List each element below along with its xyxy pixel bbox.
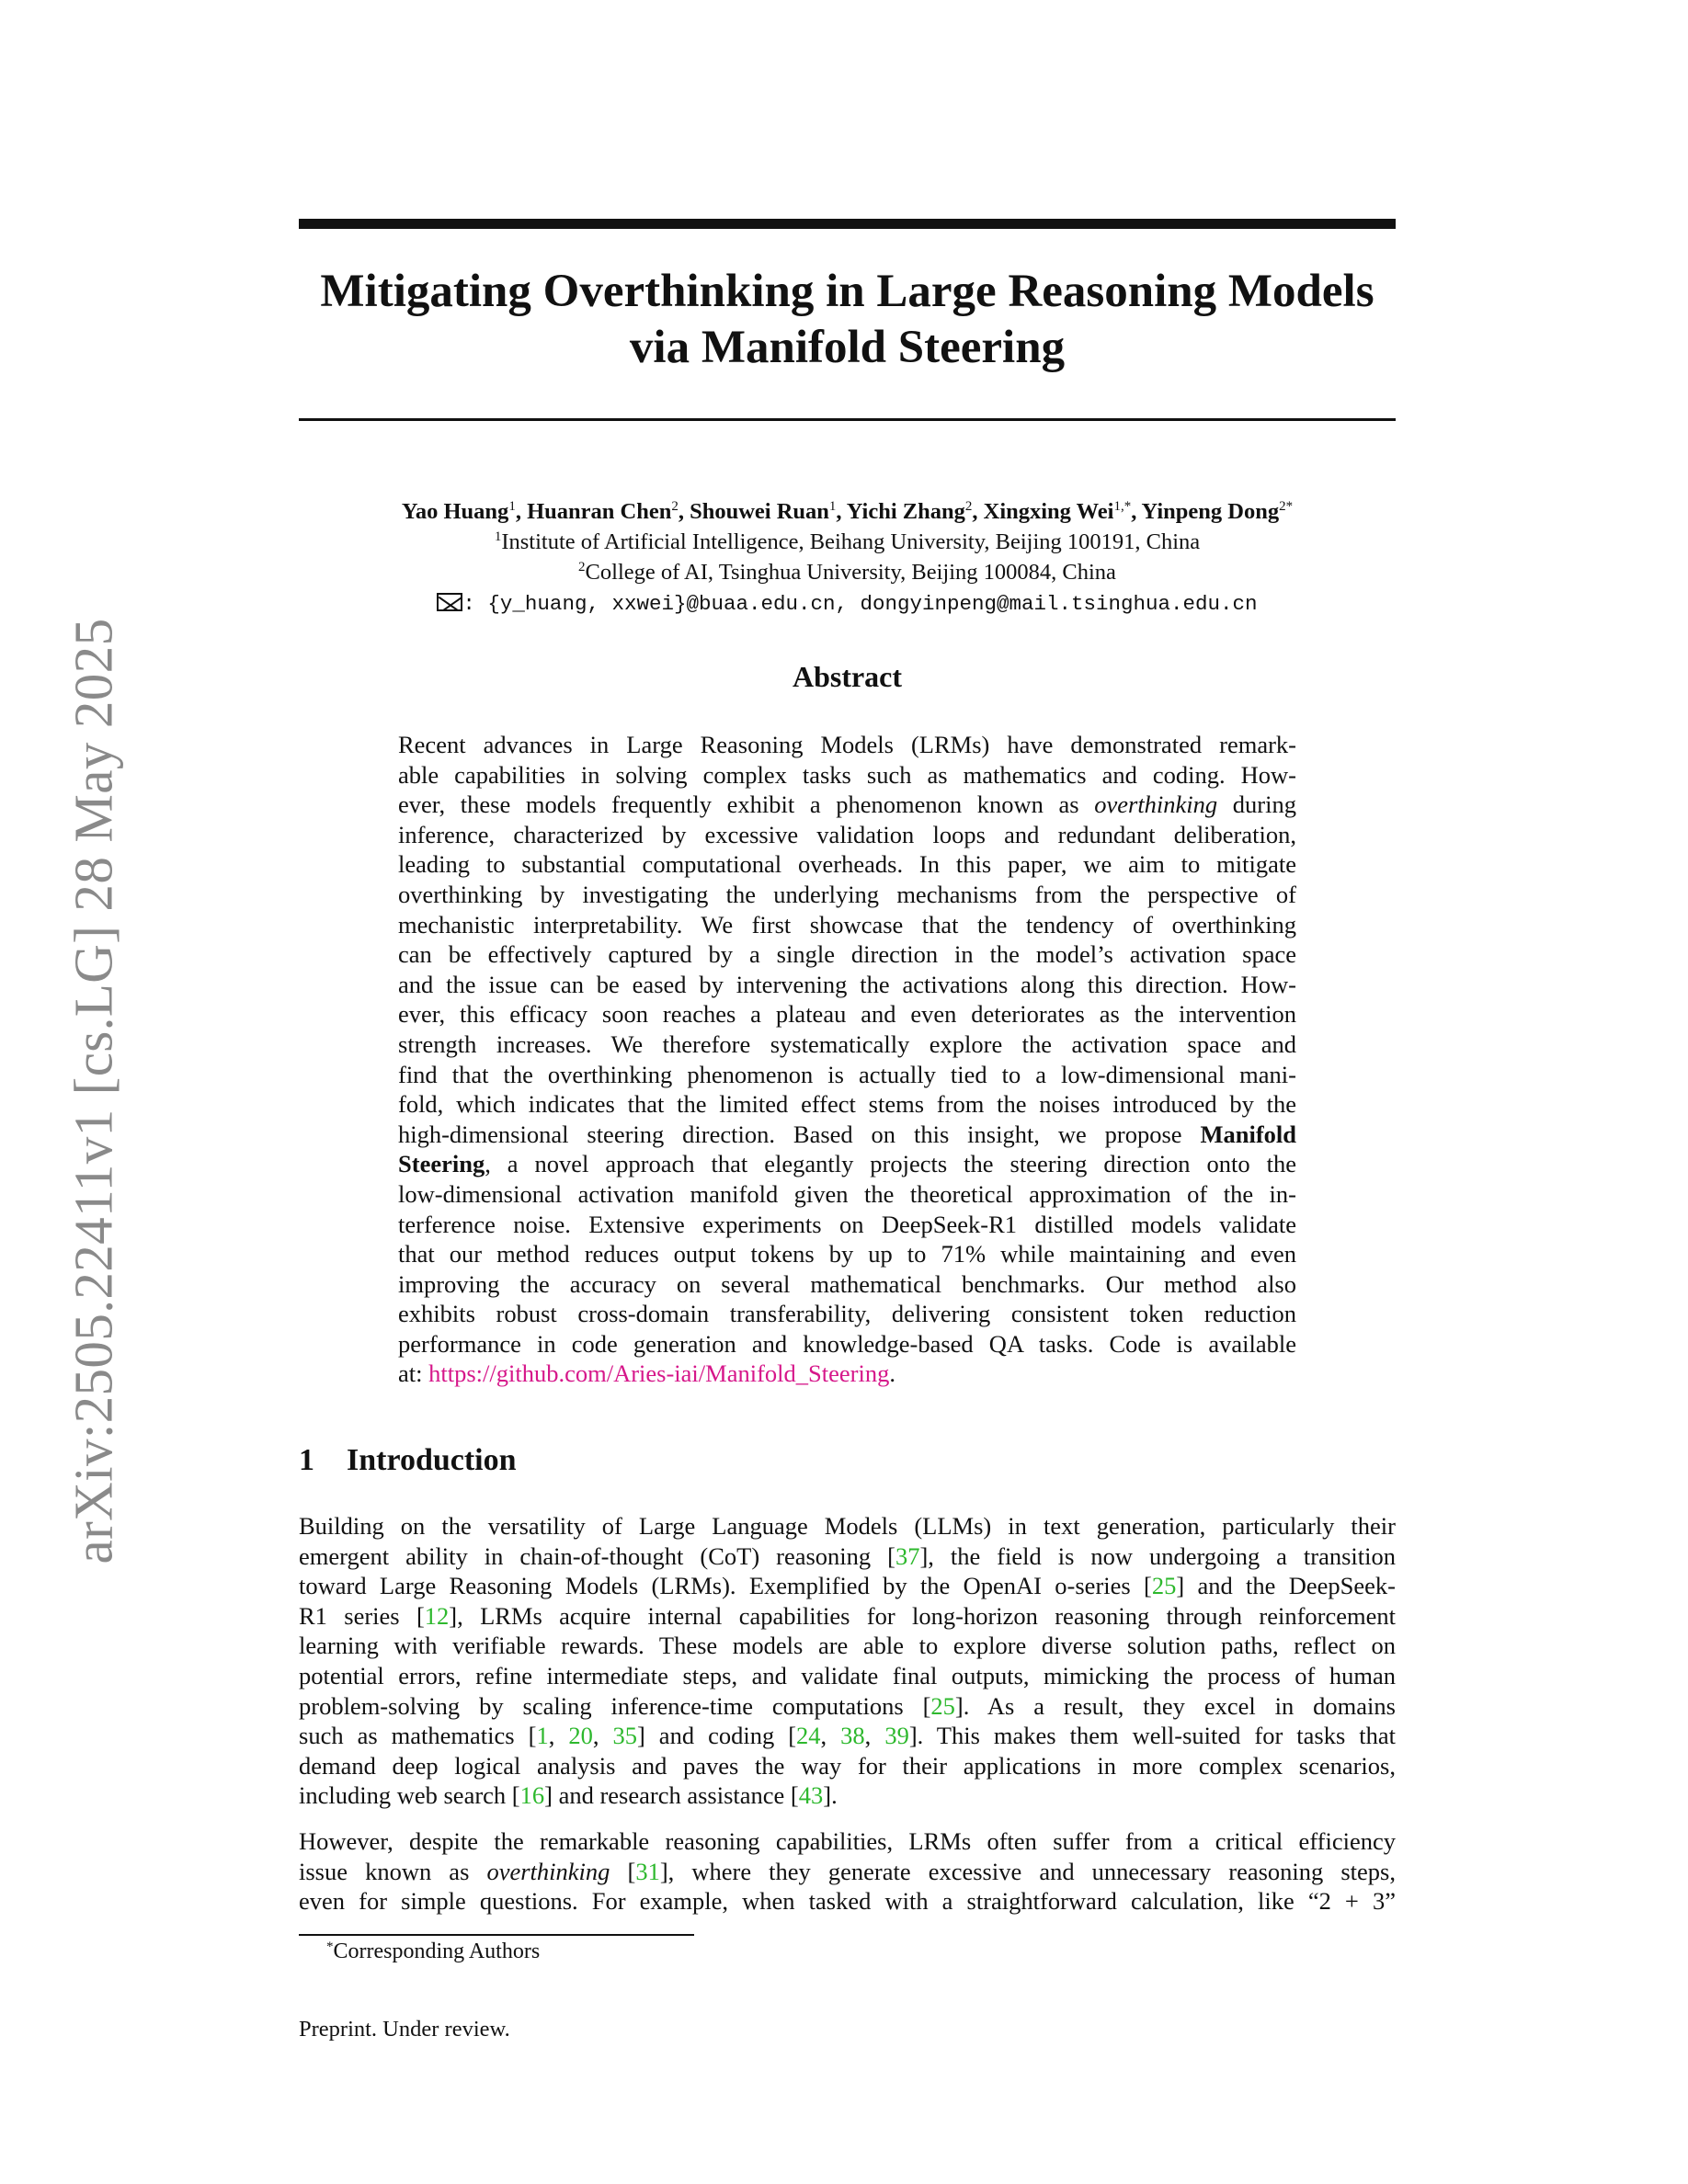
citation-link[interactable]: 16 [519,1781,545,1810]
citation-link[interactable]: 25 [930,1691,955,1720]
citation-link[interactable]: 25 [1151,1572,1177,1600]
paragraph-line: problem-solving by scaling inference-time computations [25]. As a result, they excel in domains [299,1691,1396,1720]
abstract-line: strength increases. We therefore systematically explore the activation space and [398,1029,1296,1058]
paragraph-line: However, despite the remarkable reasoning capabilities, LRMs often suffer from a critical efficiency [299,1827,1396,1855]
author-affiliation-marker: 2* [1279,499,1294,514]
author-separator: , [836,499,847,524]
author-name: Xingxing Wei [983,499,1114,524]
section-number: 1 [299,1443,314,1477]
email-addresses[interactable]: : {y_huang, xxwei}@buaa.edu.cn, dongyinpeng@mail.tsinghua.edu.cn [462,592,1258,616]
abstract-heading: Abstract [792,660,903,693]
abstract-line: low-dimensional activation manifold given the theoretical approximation of the in- [398,1179,1296,1208]
author-affiliation-marker: 2 [964,499,973,514]
abstract-body [398,730,1296,1389]
author-separator: , [972,499,984,524]
paragraph-line: including web search [16] and research assistance [43]. [299,1781,838,1810]
citation-link[interactable]: 37 [895,1541,920,1570]
citation-link[interactable]: 1 [536,1722,549,1750]
affiliation-1 [299,527,1396,557]
intro-paragraph-1 [299,1511,1396,1811]
title-bottom-rule [299,418,1396,421]
author-name: Shouwei Ruan [690,499,829,524]
abstract-line: fold, which indicates that the limited effect stems from the noises introduced by the [398,1090,1296,1119]
paper-title [299,264,1396,376]
paragraph-line: learning with verifiable rewards. These models are able to explore diverse solution paths, reflect on [299,1632,1396,1660]
abstract-line: inference, characterized by excessive validation loops and redundant deliberation, [398,820,1296,848]
author-list [299,496,1396,527]
footer-note: Preprint. Under review. [299,2017,510,2042]
affiliation-marker: 1 [494,529,502,544]
author-name: Yinpeng Dong [1141,499,1280,524]
citation-link[interactable]: 20 [568,1722,593,1750]
section-heading [299,1443,517,1478]
abstract-line: leading to substantial computational overheads. In this paper, we aim to mitigate [398,850,1296,879]
abstract-line: Recent advances in Large Reasoning Models (LRMs) have demonstrated remark- [398,731,1296,758]
title-line: via Manifold Steering [629,322,1066,373]
footnote [326,1939,540,1964]
paragraph-line: R1 series [12], LRMs acquire internal capabilities for long-horizon reasoning through reinforcement [299,1601,1396,1630]
intro-paragraph-2 [299,1826,1396,1917]
citation-link[interactable]: 38 [840,1722,865,1750]
author-separator: , [678,499,690,524]
citation-link[interactable]: 43 [798,1781,824,1810]
paragraph-line: Building on the versatility of Large Language Models (LLMs) in text generation, particularly their [299,1512,1396,1540]
author-separator: , [1131,499,1142,524]
abstract-line: performance in code generation and knowledge-based QA tasks. Code is available [398,1329,1296,1358]
author-affiliation-marker: 1 [828,499,837,514]
affiliation-text: College of AI, Tsinghua University, Beijing 100084, China [585,560,1116,585]
author-block [299,496,1396,620]
footnote-rule [299,1934,694,1936]
author-name: Yao Huang [401,499,509,524]
section-title: Introduction [347,1443,517,1477]
email-line [299,587,1396,620]
citation-link[interactable]: 24 [796,1722,821,1750]
paragraph-line: toward Large Reasoning Models (LRMs). Exemplified by the OpenAI o-series [25] and the DeepSeek- [299,1572,1396,1600]
abstract-line: can be effectively captured by a single direction in the model’s activation space [398,940,1296,969]
title-top-rule [299,219,1396,229]
paragraph-line: issue known as overthinking [31], where they generate excessive and unnecessary reasoning steps, [299,1857,1396,1885]
abstract-line: overthinking by investigating the underlying mechanisms from the perspective of [398,880,1296,908]
paragraph-line: emergent ability in chain-of-thought (CoT) reasoning [37], the field is now undergoing a transition [299,1541,1396,1570]
envelope-icon [437,593,462,611]
citation-link[interactable]: 31 [635,1857,660,1885]
paragraph-line: such as mathematics [1, 20, 35] and coding [24, 38, 39]. This makes them well-suited for tasks that [299,1722,1397,1750]
author-affiliation-marker: 1,* [1113,499,1132,514]
author-affiliation-marker: 2 [671,499,679,514]
abstract-line: at: https://github.com/Aries-iai/Manifold_Steering. [398,1359,895,1388]
abstract-line: able capabilities in solving complex tasks such as mathematics and coding. How- [398,760,1296,789]
affiliation-2 [299,557,1396,587]
abstract-line: improving the accuracy on several mathematical benchmarks. Our method also [398,1269,1296,1298]
abstract-line: exhibits robust cross-domain transferability, delivering consistent token reduction [398,1300,1296,1328]
abstract-line: find that the overthinking phenomenon is actually tied to a low-dimensional mani- [398,1060,1296,1088]
abstract-line: and the issue can be eased by intervening the activations along this direction. How- [398,970,1296,998]
author-name: Huanran Chen [527,499,672,524]
author-separator: , [515,499,528,524]
abstract-line: Steering, a novel approach that elegantly projects the steering direction onto the [398,1150,1296,1178]
citation-link[interactable]: 39 [884,1722,909,1750]
abstract-line: mechanistic interpretability. We first showcase that the tendency of overthinking [398,910,1296,938]
abstract-line: ever, these models frequently exhibit a phenomenon known as overthinking during [398,791,1296,819]
abstract-line: ever, this efficacy soon reaches a plateau and even deteriorates as the intervention [398,1000,1296,1029]
abstract-line: high-dimensional steering direction. Based on this insight, we propose Manifold [398,1120,1296,1148]
abstract-line: that our method reduces output tokens by up to 71% while maintaining and even [398,1240,1296,1268]
arxiv-identifier: arXiv:2505.22411v1 [cs.LG] 28 May 2025 [63,618,124,1564]
abstract-line: terference noise. Extensive experiments on DeepSeek-R1 distilled models validate [398,1210,1296,1238]
paragraph-line: potential errors, refine intermediate steps, and validate final outputs, mimicking the process of human [299,1661,1396,1689]
title-line: Mitigating Overthinking in Large Reasoning Models [320,266,1374,317]
citation-link[interactable]: 35 [612,1722,637,1750]
footnote-text: Corresponding Authors [333,1939,541,1963]
paragraph-line: demand deep logical analysis and paves the way for their applications in more complex scenarios, [299,1751,1396,1780]
author-affiliation-marker: 1 [508,499,516,514]
affiliation-text: Institute of Artificial Intelligence, Beihang University, Beijing 100191, China [501,529,1201,554]
paragraph-line: even for simple questions. For example, when tasked with a straightforward calculation, like “2 + 3” [299,1887,1396,1916]
author-name: Yichi Zhang [846,499,965,524]
citation-link[interactable]: 12 [424,1601,450,1630]
affiliation-marker: 2 [578,560,586,574]
code-link[interactable]: https://github.com/Aries-iai/Manifold_Steering [428,1359,890,1388]
footnote-mark: * [326,1939,334,1954]
